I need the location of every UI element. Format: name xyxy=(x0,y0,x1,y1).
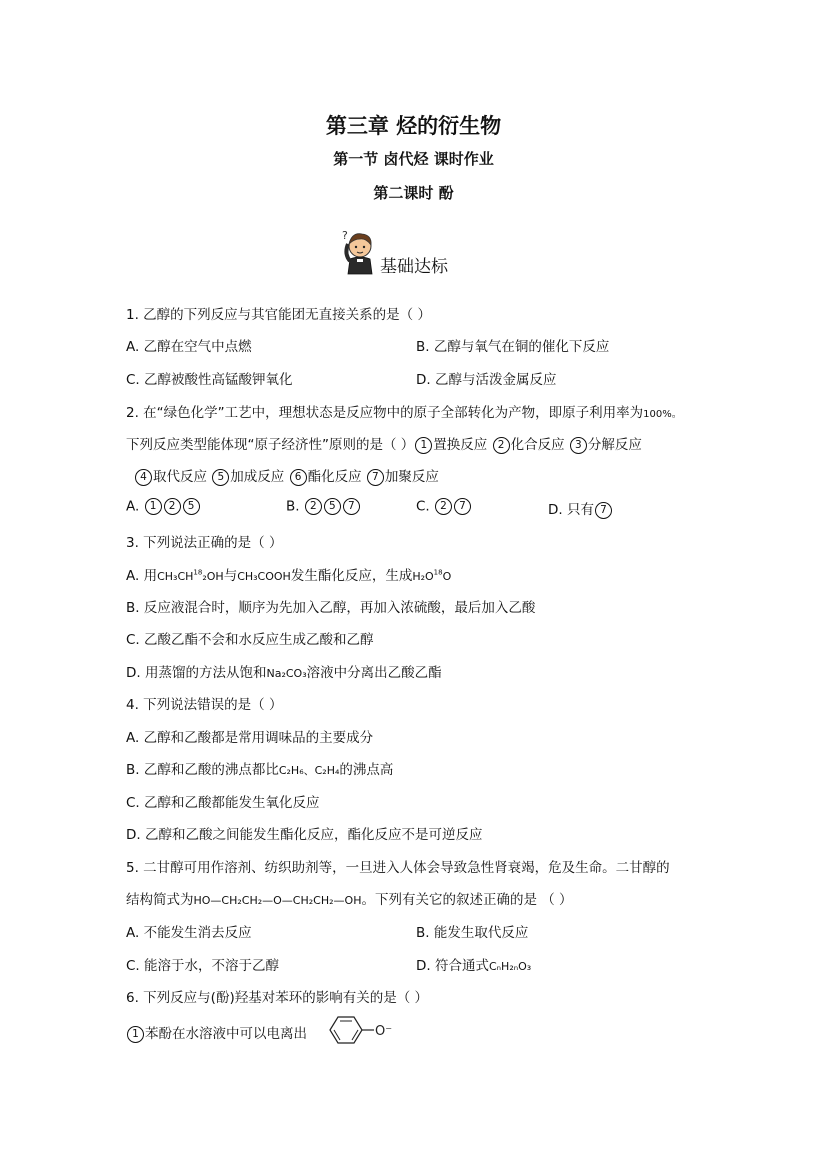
badge-label: 基础达标 xyxy=(380,257,448,277)
q2-item-3: 分解反应 xyxy=(587,437,642,453)
q3-option-b: B. 反应液混合时，顺序为先加入乙醇，再加入浓硫酸，最后加入乙酸 xyxy=(126,600,536,616)
circled-5: 5 xyxy=(324,498,341,515)
q5-option-b: B. 能发生取代反应 xyxy=(416,925,529,941)
q2-option-b xyxy=(286,498,361,515)
q3-a-mid: 与 xyxy=(223,568,238,584)
q1-option-d: D. 乙醇与活泼金属反应 xyxy=(416,372,557,388)
q2-option-b-label: B. xyxy=(286,498,300,515)
q2-line1-pct: 100%。 xyxy=(643,409,682,420)
circled-7: 7 xyxy=(343,498,360,515)
q3-a-formula4: H₂O xyxy=(412,570,434,583)
q3-a-sup: 18 xyxy=(193,568,203,577)
q3-option-c: C. 乙酸乙酯不会和水反应生成乙酸和乙醇 xyxy=(126,632,374,648)
q4-option-c: C. 乙醇和乙酸都能发生氧化反应 xyxy=(126,795,320,811)
q3-a-pre: A. 用 xyxy=(126,568,158,584)
q5-option-c: C. 能溶于水，不溶于乙醇 xyxy=(126,958,280,974)
q2-option-a xyxy=(126,498,201,515)
svg-text:?: ? xyxy=(342,229,348,242)
circled-5: 5 xyxy=(212,469,229,486)
circled-3: 3 xyxy=(570,437,587,454)
q2-option-c xyxy=(416,498,472,515)
chapter-title: 第三章 烃的衍生物 xyxy=(325,113,502,138)
q3-a-formula1: CH₃CH xyxy=(157,570,194,583)
q3-option-a xyxy=(126,564,451,584)
q5-line2-post: 。下列有关它的叙述正确的是 （ ） xyxy=(361,892,573,908)
q3-a-mid2: 发生酯化反应，生成 xyxy=(290,568,413,584)
q2-item-7: 加聚反应 xyxy=(384,469,439,485)
q6-item-1 xyxy=(126,1022,307,1043)
circled-4: 4 xyxy=(135,469,152,486)
circled-2: 2 xyxy=(493,437,510,454)
q5-option-d xyxy=(416,954,531,974)
q2-option-a-label: A. xyxy=(126,498,140,515)
q2-item-6: 酯化反应 xyxy=(307,469,362,485)
q1-option-c: C. 乙醇被酸性高锰酸钾氧化 xyxy=(126,372,293,388)
q5-line2-pre: 结构简式为 xyxy=(126,892,194,908)
q3-a-formula2: ₂OH xyxy=(202,570,224,583)
q3-d-post: 溶液中分离出乙酸乙酯 xyxy=(306,665,442,681)
q3-option-d xyxy=(126,661,442,681)
circled-1: 1 xyxy=(145,498,162,515)
q3-a-sup2: 18 xyxy=(433,568,443,577)
q5-option-a: A. 不能发生消去反应 xyxy=(126,925,252,941)
q5-d-formula: CₙH₂ₙO₃ xyxy=(488,960,532,973)
q2-line2 xyxy=(126,433,642,454)
q2-line1 xyxy=(126,401,682,421)
q1-option-a: A. 乙醇在空气中点燃 xyxy=(126,339,252,355)
q2-line3 xyxy=(134,465,439,486)
circled-5: 5 xyxy=(183,498,200,515)
circled-7: 7 xyxy=(454,498,471,515)
q5-d-pre: D. 符合通式 xyxy=(416,958,489,974)
q2-item-1: 置换反应 xyxy=(433,437,488,453)
circled-7: 7 xyxy=(367,469,384,486)
q3-stem: 3. 下列说法正确的是（ ） xyxy=(126,535,283,551)
q4-b-pre: B. 乙醇和乙酸的沸点都比 xyxy=(126,762,279,778)
q2-option-d-label: D. 只有 xyxy=(548,502,594,518)
q2-item-5: 加成反应 xyxy=(230,469,285,485)
circled-1: 1 xyxy=(127,1026,144,1043)
q6-item-1-text: 苯酚在水溶液中可以电离出 xyxy=(145,1026,307,1042)
phenoxide-ion-icon xyxy=(320,1012,400,1048)
q5-line1: 5. 二甘醇可用作溶剂、纺织助剂等，一旦进入人体会导致急性肾衰竭，危及生命。二甘醇的 xyxy=(126,860,670,876)
q3-d-pre: D. 用蒸馏的方法从饱和 xyxy=(126,665,267,681)
circled-7: 7 xyxy=(595,502,612,519)
lesson-title: 第二课时 酚 xyxy=(373,184,454,202)
q2-line1-text: 2. 在“绿色化学”工艺中，理想状态是反应物中的原子全部转化为产物，即原子利用率为 xyxy=(126,405,644,421)
circled-2: 2 xyxy=(164,498,181,515)
q2-option-c-label: C. xyxy=(416,498,430,515)
section-title: 第一节 卤代烃 课时作业 xyxy=(333,150,494,168)
circled-6: 6 xyxy=(290,469,307,486)
q4-option-b xyxy=(126,758,393,778)
q3-a-formula5: O xyxy=(442,570,452,583)
q4-b-formula: C₂H₆、C₂H₄ xyxy=(278,764,340,777)
q5-line2 xyxy=(126,888,573,908)
circled-1: 1 xyxy=(415,437,432,454)
q4-b-post: 的沸点高 xyxy=(339,762,394,778)
q1-option-b: B. 乙醇与氧气在铜的催化下反应 xyxy=(416,339,610,355)
q2-option-d xyxy=(548,498,613,519)
q2-line2-text: 下列反应类型能体现“原子经济性”原则的是（ ） xyxy=(126,437,415,453)
q3-a-formula3: CH₃COOH xyxy=(237,570,291,583)
q4-stem: 4. 下列说法错误的是（ ） xyxy=(126,697,283,713)
q5-structure-formula: HO—CH₂CH₂—O—CH₂CH₂—OH xyxy=(193,894,362,907)
ion-label: O⁻ xyxy=(375,1024,393,1039)
q2-item-2: 化合反应 xyxy=(510,437,565,453)
circled-2: 2 xyxy=(435,498,452,515)
q6-stem: 6. 下列反应与(酚)羟基对苯环的影响有关的是（ ） xyxy=(126,990,428,1006)
q2-item-4: 取代反应 xyxy=(153,469,207,485)
q3-d-formula: Na₂CO₃ xyxy=(266,667,307,680)
q4-option-a: A. 乙醇和乙酸都是常用调味品的主要成分 xyxy=(126,730,374,746)
q4-option-d: D. 乙醇和乙酸之间能发生酯化反应，酯化反应不是可逆反应 xyxy=(126,827,483,843)
circled-2: 2 xyxy=(305,498,322,515)
q1-stem: 1. 乙醇的下列反应与其官能团无直接关系的是（ ） xyxy=(126,307,431,323)
